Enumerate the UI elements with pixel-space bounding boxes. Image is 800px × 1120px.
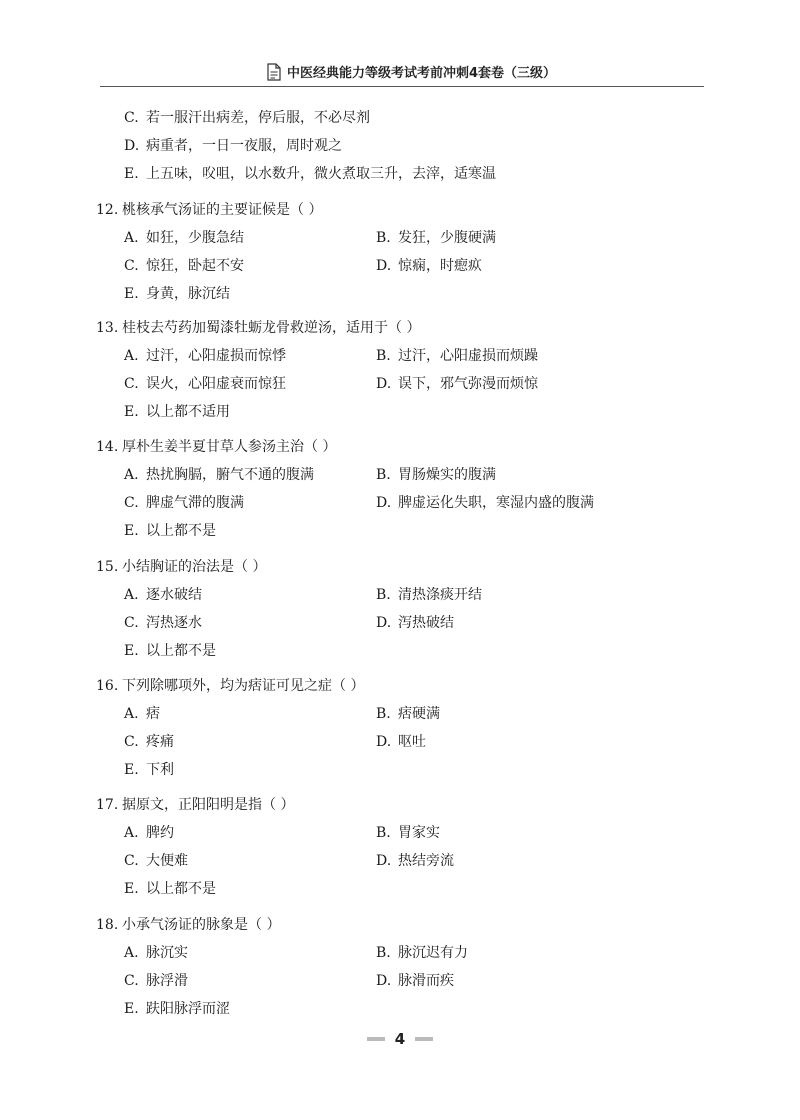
option-text: 下利 (146, 762, 174, 778)
option-item (376, 823, 440, 843)
option-letter: A. (124, 825, 139, 841)
option-item (376, 465, 496, 485)
option-text: 泻热逐水 (146, 615, 202, 631)
option-text: 惊狂，卧起不安 (146, 258, 244, 274)
option-item (124, 879, 216, 899)
option-item (376, 346, 538, 366)
question-number: 13. (96, 320, 119, 336)
footer-bar-left (367, 1037, 385, 1041)
option-letter: A. (124, 348, 139, 364)
option-text: 上五味，㕮咀，以水数升，微火煮取三升，去滓，适寒温 (146, 166, 496, 182)
option-item (376, 851, 454, 871)
option-item (124, 704, 160, 724)
page-number: 4 (394, 1030, 406, 1048)
question-text: 厚朴生姜半夏甘草人参汤主治（ ） (122, 439, 337, 455)
option-item (124, 521, 216, 541)
question-number: 17. (96, 797, 119, 813)
option-letter: D. (376, 853, 392, 869)
option-text: 热扰胸膈，腑气不通的腹满 (146, 467, 314, 483)
question-text: 桂枝去芍药加蜀漆牡蛎龙骨救逆汤，适用于（ ） (122, 320, 421, 336)
option-text: 胃家实 (398, 825, 440, 841)
option-text: 脉沉迟有力 (398, 945, 468, 961)
question-stem (96, 318, 420, 338)
option-text: 病重者，一日一夜服，周时观之 (146, 138, 342, 154)
option-text: 以上都不是 (146, 643, 216, 659)
option-text: 热结旁流 (398, 853, 454, 869)
option-text: 脾虚运化失职，寒湿内盛的腹满 (398, 495, 594, 511)
option-letter: E. (124, 1001, 139, 1017)
option-letter: D. (376, 734, 392, 750)
option-letter: C. (124, 734, 139, 750)
question-number: 14. (96, 439, 119, 455)
option-item (376, 256, 482, 276)
question-number: 16. (96, 678, 119, 694)
option-letter: D. (124, 138, 140, 154)
option-text: 清热涤痰开结 (398, 587, 482, 603)
option-item (124, 613, 202, 633)
option-item (124, 732, 174, 752)
option-text: 过汗，心阳虚损而惊悸 (146, 348, 286, 364)
option-letter: D. (376, 258, 392, 274)
option-item (124, 374, 286, 394)
option-letter: B. (376, 348, 391, 364)
option-text: 脉滑而疾 (398, 973, 454, 989)
option-text: 脉浮滑 (146, 973, 188, 989)
question-text: 据原文，正阳阳明是指（ ） (122, 797, 295, 813)
option-text: 呕吐 (398, 734, 426, 750)
option-item (124, 108, 370, 128)
option-text: 大便难 (146, 853, 188, 869)
option-letter: E. (124, 166, 139, 182)
option-text: 以上都不适用 (146, 404, 230, 420)
option-text: 逐水破结 (146, 587, 202, 603)
option-letter: A. (124, 230, 139, 246)
option-item (124, 136, 342, 156)
question-text: 小结胸证的治法是（ ） (122, 559, 267, 575)
option-item (124, 346, 286, 366)
option-text: 惊痫，时瘛疭 (398, 258, 482, 274)
option-item (124, 465, 314, 485)
option-letter: E. (124, 286, 139, 302)
option-letter: E. (124, 881, 139, 897)
option-item (124, 493, 244, 513)
option-text: 胃肠燥实的腹满 (398, 467, 496, 483)
option-letter: D. (376, 615, 392, 631)
question-text: 小承气汤证的脉象是（ ） (122, 917, 281, 933)
option-letter: E. (124, 762, 139, 778)
question-number: 18. (96, 917, 119, 933)
option-letter: A. (124, 706, 139, 722)
question-stem (96, 915, 280, 935)
option-letter: C. (124, 615, 139, 631)
option-item (376, 704, 440, 724)
option-text: 如狂，少腹急结 (146, 230, 244, 246)
option-text: 泻热破结 (398, 615, 454, 631)
question-number: 12. (96, 202, 119, 218)
option-text: 身黄，脉沉结 (146, 286, 230, 302)
header-title: 中医经典能力等级考试考前冲刺4套卷（三级） (286, 66, 556, 81)
option-letter: C. (124, 258, 139, 274)
option-item (124, 971, 188, 991)
option-letter: A. (124, 945, 139, 961)
option-letter: D. (376, 376, 392, 392)
option-item (376, 493, 594, 513)
option-item (124, 402, 230, 422)
option-item (124, 585, 202, 605)
option-text: 若一服汗出病差，停后服，不必尽剂 (146, 110, 370, 126)
option-text: 脉沉实 (146, 945, 188, 961)
option-item (124, 760, 174, 780)
option-text: 误火，心阳虚衰而惊狂 (146, 376, 286, 392)
option-item (124, 256, 244, 276)
option-item (124, 164, 496, 184)
option-text: 痞 (146, 706, 160, 722)
option-letter: A. (124, 467, 139, 483)
option-text: 趺阳脉浮而涩 (146, 1001, 230, 1017)
option-letter: B. (376, 945, 391, 961)
option-item (376, 732, 426, 752)
option-text: 脾虚气滞的腹满 (146, 495, 244, 511)
option-item (376, 943, 468, 963)
option-letter: C. (124, 376, 139, 392)
option-item (376, 613, 454, 633)
option-letter: B. (376, 230, 391, 246)
option-text: 以上都不是 (146, 523, 216, 539)
option-letter: B. (376, 706, 391, 722)
option-item (124, 851, 188, 871)
option-text: 疼痛 (146, 734, 174, 750)
option-text: 发狂，少腹硬满 (398, 230, 496, 246)
question-text: 下列除哪项外，均为痞证可见之症（ ） (122, 678, 365, 694)
option-letter: E. (124, 523, 139, 539)
option-letter: C. (124, 853, 139, 869)
question-stem (96, 200, 322, 220)
option-letter: C. (124, 973, 139, 989)
option-letter: D. (376, 973, 392, 989)
question-stem (96, 437, 336, 457)
option-item (376, 971, 454, 991)
option-item (124, 943, 188, 963)
page-footer (0, 1030, 800, 1048)
option-text: 痞硬满 (398, 706, 440, 722)
question-stem (96, 557, 266, 577)
option-item (376, 374, 538, 394)
question-number: 15. (96, 559, 119, 575)
option-letter: B. (376, 467, 391, 483)
option-item (376, 228, 496, 248)
footer-bar-right (415, 1037, 433, 1041)
option-text: 脾约 (146, 825, 174, 841)
option-text: 过汗，心阳虚损而烦躁 (398, 348, 538, 364)
option-text: 以上都不是 (146, 881, 216, 897)
option-item (124, 228, 244, 248)
question-stem (96, 676, 364, 696)
option-item (124, 823, 174, 843)
option-letter: B. (376, 825, 391, 841)
option-text: 误下，邪气弥漫而烦惊 (398, 376, 538, 392)
option-letter: B. (376, 587, 391, 603)
option-letter: C. (124, 495, 139, 511)
option-letter: E. (124, 643, 139, 659)
option-item (124, 999, 230, 1019)
option-item (124, 641, 216, 661)
option-letter: A. (124, 587, 139, 603)
option-letter: E. (124, 404, 139, 420)
question-text: 桃核承气汤证的主要证候是（ ） (122, 202, 323, 218)
option-item (376, 585, 482, 605)
option-letter: D. (376, 495, 392, 511)
option-item (124, 284, 230, 304)
option-letter: C. (124, 110, 139, 126)
question-stem (96, 795, 294, 815)
